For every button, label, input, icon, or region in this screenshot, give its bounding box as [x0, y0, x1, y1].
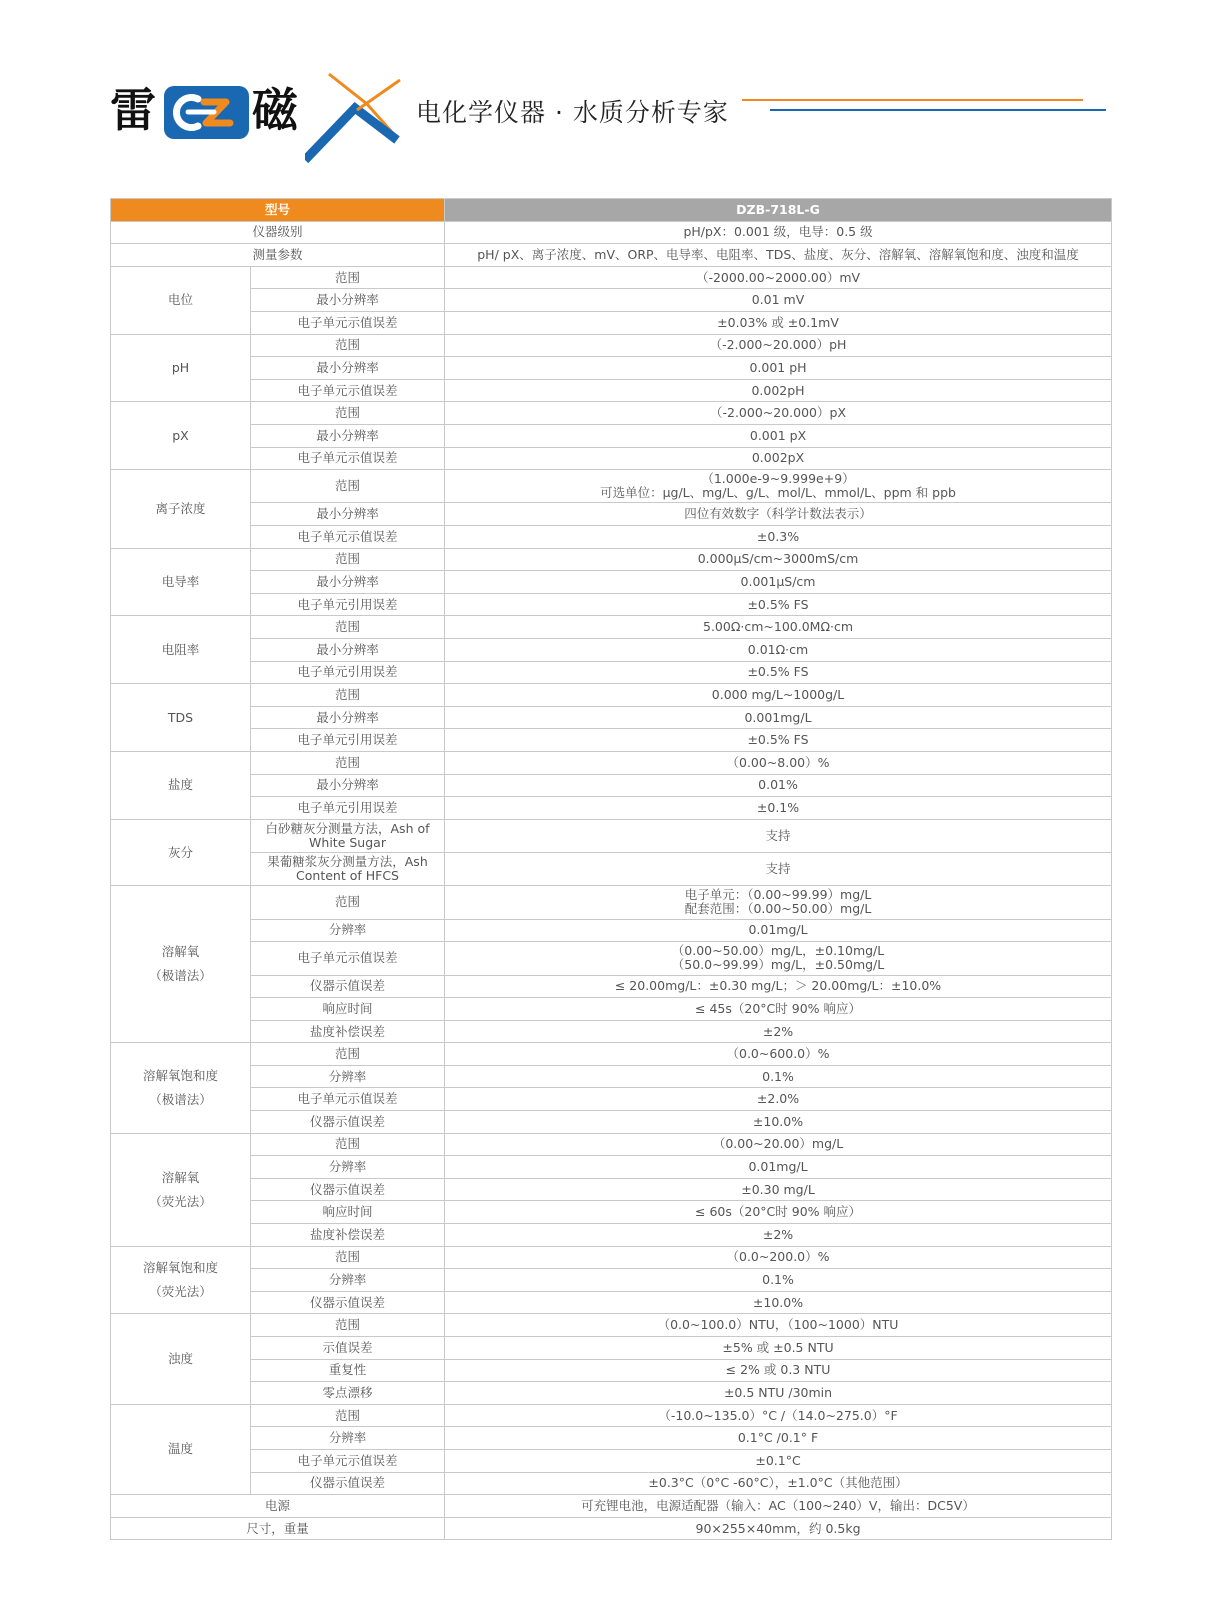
table-row: [111, 1404, 1112, 1427]
sub-value-line2: 可选单位：μg/L、mg/L、g/L、mol/L、mmol/L、ppm 和 ppb: [600, 485, 956, 501]
table-row: [111, 819, 1112, 852]
sub-label: [251, 819, 445, 852]
sub-label: 仪器示值误差: [251, 975, 445, 998]
table-row: [111, 1224, 1112, 1247]
sub-value-line1: （1.000e-9~9.999e+9）: [701, 471, 855, 487]
sub-label: 范围: [251, 1404, 445, 1427]
table-row: [111, 571, 1112, 594]
sub-value: 0.000μS/cm~3000mS/cm: [445, 548, 1112, 571]
group-name-line2: （极谱法）: [149, 968, 212, 984]
sub-label: 最小分辨率: [251, 503, 445, 526]
sub-label: 范围: [251, 751, 445, 774]
sub-label: 仪器示值误差: [251, 1178, 445, 1201]
table-row: [111, 244, 1112, 267]
table-row: [111, 1065, 1112, 1088]
sub-label: 范围: [251, 886, 445, 919]
sub-label: 电子单元引用误差: [251, 593, 445, 616]
sub-label: 盐度补偿误差: [251, 1020, 445, 1043]
sub-value-line2: 配套范围：（0.00~50.00）mg/L: [684, 901, 872, 917]
sub-value: ≤ 60s（20°C时 90% 响应）: [445, 1201, 1112, 1224]
group-name: pH: [111, 334, 251, 402]
sub-label: 电子单元引用误差: [251, 661, 445, 684]
sub-value: （-2.000~20.000）pH: [445, 334, 1112, 357]
header-model: DZB-718L-G: [445, 199, 1112, 222]
sub-label: 电子单元引用误差: [251, 729, 445, 752]
row-label: 测量参数: [111, 244, 445, 267]
table-row: [111, 1449, 1112, 1472]
sub-value: 0.01%: [445, 774, 1112, 797]
row-label: 仪器级别: [111, 221, 445, 244]
sub-label: 最小分辨率: [251, 289, 445, 312]
sub-value: 0.002pX: [445, 447, 1112, 470]
sub-label: 仪器示值误差: [251, 1472, 445, 1495]
table-row: [111, 379, 1112, 402]
sub-label: 仪器示值误差: [251, 1291, 445, 1314]
sub-label: 零点漂移: [251, 1382, 445, 1405]
sub-value: 0.1%: [445, 1065, 1112, 1088]
group-name: 电导率: [111, 548, 251, 616]
brand-logo-icon: [164, 86, 249, 139]
table-row: [111, 503, 1112, 526]
sub-value: 0.01Ω·cm: [445, 638, 1112, 661]
sub-value: 0.001mg/L: [445, 706, 1112, 729]
sub-label: 范围: [251, 266, 445, 289]
sub-value-line2: （50.0~99.99）mg/L，±0.50mg/L: [671, 957, 885, 973]
table-row: [111, 638, 1112, 661]
group-name-line2: （极谱法）: [149, 1091, 212, 1107]
sub-value: 0.000 mg/L~1000g/L: [445, 684, 1112, 707]
sub-value: 0.001μS/cm: [445, 571, 1112, 594]
sub-value: （0.0~600.0）%: [445, 1043, 1112, 1066]
sub-label-line1: 白砂糖灰分测量方法，Ash of: [265, 820, 430, 836]
table-row: [111, 616, 1112, 639]
table-row: [111, 1043, 1112, 1066]
sub-value: ±2%: [445, 1224, 1112, 1247]
group-name: [111, 886, 251, 1043]
group-name: 离子浓度: [111, 470, 251, 548]
sub-value: [445, 886, 1112, 919]
group-name: 温度: [111, 1404, 251, 1494]
sub-label: 电子单元示值误差: [251, 1449, 445, 1472]
table-row: [111, 424, 1112, 447]
table-row: [111, 886, 1112, 919]
table-row: [111, 526, 1112, 549]
sub-label: 最小分辨率: [251, 571, 445, 594]
sub-value: ±0.03% 或 ±0.1mV: [445, 311, 1112, 334]
table-row: [111, 1427, 1112, 1450]
row-value: 90×255×40mm，约 0.5kg: [445, 1517, 1112, 1540]
sub-value: （0.00~20.00）mg/L: [445, 1133, 1112, 1156]
sub-value: ±0.5 NTU /30min: [445, 1382, 1112, 1405]
sub-label: 电子单元示值误差: [251, 942, 445, 975]
sub-value: ≤ 45s（20°C时 90% 响应）: [445, 998, 1112, 1021]
table-row: [111, 1382, 1112, 1405]
table-header-row: [111, 199, 1112, 222]
row-value: pH/ pX、离子浓度、mV、ORP、电导率、电阻率、TDS、盐度、灰分、溶解氧、溶解氧饱和度、浊度和温度: [445, 244, 1112, 267]
sub-value: 0.002pH: [445, 379, 1112, 402]
row-value: pH/pX：0.001 级，电导：0.5 级: [445, 221, 1112, 244]
table-row: [111, 334, 1112, 357]
orange-rule: [742, 99, 1083, 101]
table-row: [111, 853, 1112, 886]
table-row: [111, 221, 1112, 244]
sub-value: 0.1%: [445, 1269, 1112, 1292]
sub-label: 范围: [251, 1314, 445, 1337]
brand-char-right: 磁: [252, 83, 298, 137]
row-label: 尺寸，重量: [111, 1517, 445, 1540]
sub-value: 支持: [445, 853, 1112, 886]
group-name: 电阻率: [111, 616, 251, 684]
table-row: [111, 1088, 1112, 1111]
group-name: [111, 1246, 251, 1314]
sub-value: 5.00Ω·cm~100.0MΩ·cm: [445, 616, 1112, 639]
row-label: 电源: [111, 1495, 445, 1518]
sub-label: 最小分辨率: [251, 424, 445, 447]
table-row: [111, 266, 1112, 289]
sub-value: 四位有效数字（科学计数法表示）: [445, 503, 1112, 526]
sub-label: 电子单元示值误差: [251, 447, 445, 470]
header-label: 型号: [111, 199, 445, 222]
table-row: [111, 1291, 1112, 1314]
table-row: [111, 1133, 1112, 1156]
sub-label: 电子单元示值误差: [251, 311, 445, 334]
table-row: [111, 311, 1112, 334]
sub-label-line2: Content of HFCS: [296, 868, 399, 884]
sub-value: ±0.3%: [445, 526, 1112, 549]
sub-label: 最小分辨率: [251, 774, 445, 797]
table-row: [111, 774, 1112, 797]
group-name-line1: 溶解氧饱和度: [142, 1067, 218, 1083]
group-name: 盐度: [111, 751, 251, 819]
sub-label: 范围: [251, 548, 445, 571]
group-name-line2: （荧光法）: [149, 1284, 212, 1300]
group-name-line1: 溶解氧: [161, 1169, 200, 1185]
table-row: [111, 661, 1112, 684]
sub-label: 分辨率: [251, 1065, 445, 1088]
sub-value: ±0.30 mg/L: [445, 1178, 1112, 1201]
table-row: [111, 357, 1112, 380]
x-decoration-icon: [305, 70, 415, 165]
sub-label: 电子单元示值误差: [251, 1088, 445, 1111]
sub-value: （0.0~100.0）NTU，（100~1000）NTU: [445, 1314, 1112, 1337]
sub-label: 响应时间: [251, 998, 445, 1021]
sub-value: 支持: [445, 819, 1112, 852]
table-row: [111, 1495, 1112, 1518]
sub-value: （0.0~200.0）%: [445, 1246, 1112, 1269]
group-name: [111, 1043, 251, 1133]
sub-label: [251, 853, 445, 886]
sub-value: ±10.0%: [445, 1291, 1112, 1314]
sub-label: 分辨率: [251, 1427, 445, 1450]
sub-label: 重复性: [251, 1359, 445, 1382]
sub-label: 电子单元示值误差: [251, 526, 445, 549]
group-name: 灰分: [111, 819, 251, 886]
table-row: [111, 1246, 1112, 1269]
sub-value: ≤ 20.00mg/L：±0.30 mg/L；＞ 20.00mg/L：±10.0%: [445, 975, 1112, 998]
sub-value: ±5% 或 ±0.5 NTU: [445, 1337, 1112, 1360]
sub-label: 最小分辨率: [251, 357, 445, 380]
sub-label: 分辨率: [251, 1156, 445, 1179]
group-name: pX: [111, 402, 251, 470]
sub-label-line1: 果葡糖浆灰分测量方法，Ash: [267, 854, 428, 870]
sub-label: 示值误差: [251, 1337, 445, 1360]
sub-value: 0.1°C /0.1° F: [445, 1427, 1112, 1450]
table-row: [111, 548, 1112, 571]
table-row: [111, 1472, 1112, 1495]
table-row: [111, 1517, 1112, 1540]
sub-label: 盐度补偿误差: [251, 1224, 445, 1247]
table-row: [111, 751, 1112, 774]
sub-value: （-10.0~135.0）°C /（14.0~275.0）°F: [445, 1404, 1112, 1427]
sub-value: [445, 942, 1112, 975]
table-row: [111, 684, 1112, 707]
sub-value: ±0.1%: [445, 797, 1112, 820]
table-row: [111, 975, 1112, 998]
sub-label: 范围: [251, 470, 445, 503]
sub-label: 电子单元引用误差: [251, 797, 445, 820]
sub-value: 0.01 mV: [445, 289, 1112, 312]
sub-label: 分辨率: [251, 919, 445, 942]
sub-value: ±2%: [445, 1020, 1112, 1043]
table-row: [111, 470, 1112, 503]
sub-label: 仪器示值误差: [251, 1111, 445, 1134]
table-row: [111, 1359, 1112, 1382]
table-row: [111, 1314, 1112, 1337]
sub-value: 0.01mg/L: [445, 919, 1112, 942]
table-row: [111, 729, 1112, 752]
sub-value: ±10.0%: [445, 1111, 1112, 1134]
table-row: [111, 593, 1112, 616]
table-row: [111, 1337, 1112, 1360]
table-row: [111, 402, 1112, 425]
table-row: [111, 1111, 1112, 1134]
page-header: [0, 0, 1220, 180]
sub-value: [445, 470, 1112, 503]
sub-label: 范围: [251, 402, 445, 425]
sub-value: （0.00~8.00）%: [445, 751, 1112, 774]
sub-value: 0.01mg/L: [445, 1156, 1112, 1179]
sub-value: （-2000.00~2000.00）mV: [445, 266, 1112, 289]
sub-value: ±0.1°C: [445, 1449, 1112, 1472]
blue-rule: [770, 109, 1106, 111]
table-row: [111, 706, 1112, 729]
sub-value: ±2.0%: [445, 1088, 1112, 1111]
sub-label: 分辨率: [251, 1269, 445, 1292]
sub-label: 范围: [251, 1246, 445, 1269]
sub-label: 最小分辨率: [251, 706, 445, 729]
sub-label: 范围: [251, 1043, 445, 1066]
sub-value: 0.001 pX: [445, 424, 1112, 447]
table-row: [111, 1269, 1112, 1292]
sub-label: 响应时间: [251, 1201, 445, 1224]
table-row: [111, 1201, 1112, 1224]
sub-value: ±0.3°C（0°C -60°C），±1.0°C（其他范围）: [445, 1472, 1112, 1495]
sub-value: 0.001 pH: [445, 357, 1112, 380]
table-row: [111, 998, 1112, 1021]
group-name: 电位: [111, 266, 251, 334]
sub-label: 电子单元示值误差: [251, 379, 445, 402]
sub-label: 最小分辨率: [251, 638, 445, 661]
sub-value-line1: 电子单元：（0.00~99.99）mg/L: [684, 887, 872, 903]
brand-slogan: 电化学仪器 · 水质分析专家: [416, 98, 729, 127]
sub-value: ≤ 2% 或 0.3 NTU: [445, 1359, 1112, 1382]
row-value: 可充锂电池，电源适配器（输入：AC（100~240）V，输出：DC5V）: [445, 1495, 1112, 1518]
table-row: [111, 942, 1112, 975]
table-row: [111, 1178, 1112, 1201]
brand-char-left: 雷: [110, 83, 156, 137]
sub-value: ±0.5% FS: [445, 661, 1112, 684]
group-name: [111, 1133, 251, 1246]
sub-value: （-2.000~20.000）pX: [445, 402, 1112, 425]
table-row: [111, 1020, 1112, 1043]
group-name: TDS: [111, 684, 251, 752]
sub-label: 范围: [251, 684, 445, 707]
group-name: 浊度: [111, 1314, 251, 1404]
sub-label: 范围: [251, 616, 445, 639]
sub-label: 范围: [251, 334, 445, 357]
table-row: [111, 447, 1112, 470]
sub-value-line1: （0.00~50.00）mg/L，±0.10mg/L: [671, 943, 885, 959]
table-row: [111, 1156, 1112, 1179]
sub-label: 范围: [251, 1133, 445, 1156]
group-name-line1: 溶解氧饱和度: [142, 1260, 218, 1276]
group-name-line1: 溶解氧: [161, 944, 200, 960]
table-row: [111, 919, 1112, 942]
sub-value: ±0.5% FS: [445, 729, 1112, 752]
spec-table: [110, 198, 1112, 1540]
table-row: [111, 797, 1112, 820]
table-row: [111, 289, 1112, 312]
group-name-line2: （荧光法）: [149, 1193, 212, 1209]
sub-value: ±0.5% FS: [445, 593, 1112, 616]
sub-label-line2: White Sugar: [309, 834, 386, 850]
